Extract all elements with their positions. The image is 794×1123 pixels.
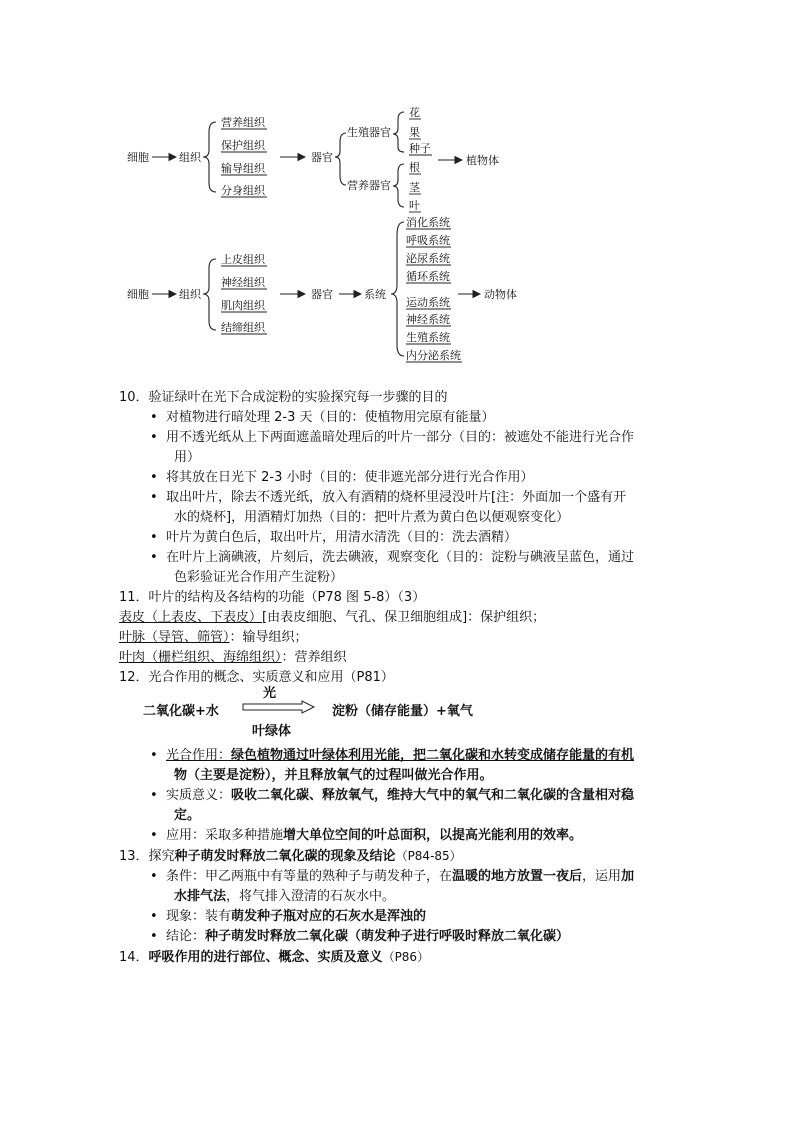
system-0: 消化系统 bbox=[406, 216, 450, 229]
plant-cell-label: 细胞 bbox=[127, 151, 149, 164]
organ-item-seed: 种子 bbox=[409, 142, 431, 155]
animal-tissue-label: 组织 bbox=[179, 288, 201, 301]
plant-tissue-label: 组织 bbox=[179, 151, 201, 164]
organ-item-leaf: 叶 bbox=[409, 199, 420, 212]
animal-result-label: 动物体 bbox=[484, 288, 517, 301]
plant-organ-group-1: 营养器官 bbox=[347, 179, 391, 192]
plant-organ-group-0: 生殖器官 bbox=[347, 126, 391, 139]
section-13-list bbox=[119, 867, 684, 947]
organ-item-flower: 花 bbox=[409, 106, 420, 119]
leaf-vein-line: 叶脉（导管、筛管）：输导组织； bbox=[119, 630, 308, 645]
plant-diagram bbox=[127, 105, 499, 212]
section-14-title: 14．呼吸作用的进行部位、概念、实质及意义（P86） bbox=[119, 950, 430, 965]
notes-content bbox=[119, 388, 684, 968]
equation-products: 淀粉（储存能量）+氧气 bbox=[332, 704, 473, 719]
equation-condition-chloroplast: 叶绿体 bbox=[252, 724, 292, 739]
section-10-list bbox=[119, 408, 684, 588]
list-item: • 用不透光纸从上下两面遮盖暗处理后的叶片一部分（目的：被遮处不能进行光合作 用） bbox=[119, 428, 684, 468]
organ-item-fruit: 果 bbox=[409, 126, 420, 139]
system-7: 内分泌系统 bbox=[406, 349, 461, 362]
section-10-title: 10．验证绿叶在光下合成淀粉的实验探究每一步骤的目的 bbox=[119, 390, 448, 405]
plant-tissue-0: 营养组织 bbox=[221, 116, 265, 129]
list-item: • 光合作用：绿色植物通过叶绿体利用光能，把二氧化碳和水转变成储存能量的有机 物（主要是淀粉），并且释放氧气的过程叫做光合作用。 bbox=[119, 746, 684, 786]
animal-organ-label: 器官 bbox=[311, 288, 333, 301]
list-item: • 现象：装有萌发种子瓶对应的石灰水是浑浊的 bbox=[119, 907, 684, 927]
animal-tissue-0: 上皮组织 bbox=[221, 253, 265, 266]
section-11-title: 11．叶片的结构及各结构的功能（P78 图 5-8）（3） bbox=[119, 590, 426, 605]
leaf-epidermis-line: 表皮（上表皮、下表皮）[由表皮细胞、气孔、保卫细胞组成]：保护组织； bbox=[119, 610, 546, 625]
list-item: • 对植物进行暗处理 2-3 天（目的：使植物用完原有能量） bbox=[119, 408, 684, 428]
diagram-svg bbox=[0, 0, 794, 380]
system-5: 神经系统 bbox=[406, 313, 450, 326]
system-3: 循环系统 bbox=[406, 270, 450, 283]
system-6: 生殖系统 bbox=[406, 331, 450, 344]
reproductive-brace bbox=[393, 112, 404, 152]
plant-organ-brace bbox=[335, 133, 346, 185]
plant-result-label: 植物体 bbox=[466, 154, 499, 167]
list-item: • 条件：甲乙两瓶中有等量的熟种子与萌发种子，在温暖的地方放置一夜后，运用加 水排气法，将气排入澄清的石灰水中。 bbox=[119, 867, 684, 907]
animal-tissue-2: 肌肉组织 bbox=[221, 299, 265, 312]
photosynthesis-equation bbox=[119, 688, 684, 746]
equation-reactants: 二氧化碳+水 bbox=[143, 704, 219, 719]
leaf-mesophyll-line: 叶肉（栅栏组织、海绵组织）：营养组织 bbox=[119, 650, 347, 665]
animal-diagram bbox=[127, 215, 517, 362]
plant-organ-label: 器官 bbox=[311, 151, 333, 164]
plant-tissue-3: 分身组织 bbox=[221, 184, 265, 197]
section-12-title: 12．光合作用的概念、实质意义和应用（P81） bbox=[119, 670, 394, 685]
plant-tissue-1: 保护组织 bbox=[221, 139, 265, 152]
system-4: 运动系统 bbox=[406, 296, 450, 309]
list-item: • 结论：种子萌发时释放二氧化碳（萌发种子进行呼吸时释放二氧化碳） bbox=[119, 927, 684, 947]
animal-system-brace bbox=[391, 222, 404, 356]
organ-item-stem: 茎 bbox=[409, 181, 420, 194]
vegetative-brace bbox=[393, 164, 404, 207]
list-item: • 实质意义：吸收二氧化碳、释放氧气，维持大气中的氧气和二氧化碳的含量相对稳 定。 bbox=[119, 786, 684, 826]
plant-tissue-2: 输导组织 bbox=[221, 162, 265, 175]
section-12-list bbox=[119, 746, 684, 846]
list-item: • 在叶片上滴碘液，片刻后，洗去碘液，观察变化（目的：淀粉与碘液呈蓝色，通过 色彩验证光合作用产生淀粉） bbox=[119, 548, 684, 588]
equation-condition-light: 光 bbox=[263, 686, 277, 701]
list-item: • 应用：采取多种措施增大单位空间的叶总面积，以提高光能利用的效率。 bbox=[119, 826, 684, 846]
animal-tissue-3: 结缔组织 bbox=[221, 321, 265, 334]
equation-arrow-icon bbox=[242, 700, 316, 714]
system-2: 泌尿系统 bbox=[406, 252, 450, 265]
section-13-title: 13．探究种子萌发时释放二氧化碳的现象及结论（P84-85） bbox=[119, 849, 462, 864]
animal-tissue-brace bbox=[203, 259, 216, 330]
list-item: • 取出叶片，除去不透光纸，放入有酒精的烧杯里浸没叶片[注：外面加一个盛有开 水的烧杯]，用酒精灯加热（目的：把叶片煮为黄白色以便观察变化） bbox=[119, 488, 684, 528]
organization-diagrams bbox=[0, 0, 794, 380]
organ-item-root: 根 bbox=[409, 161, 420, 174]
plant-tissue-brace bbox=[203, 122, 216, 192]
list-item: • 叶片为黄白色后，取出叶片，用清水清洗（目的：洗去酒精） bbox=[119, 528, 684, 548]
animal-system-label: 系统 bbox=[364, 288, 386, 301]
animal-cell-label: 细胞 bbox=[127, 288, 149, 301]
list-item: • 将其放在日光下 2-3 小时（目的：使非遮光部分进行光合作用） bbox=[119, 468, 684, 488]
system-1: 呼吸系统 bbox=[406, 234, 450, 247]
animal-tissue-1: 神经组织 bbox=[221, 276, 265, 289]
